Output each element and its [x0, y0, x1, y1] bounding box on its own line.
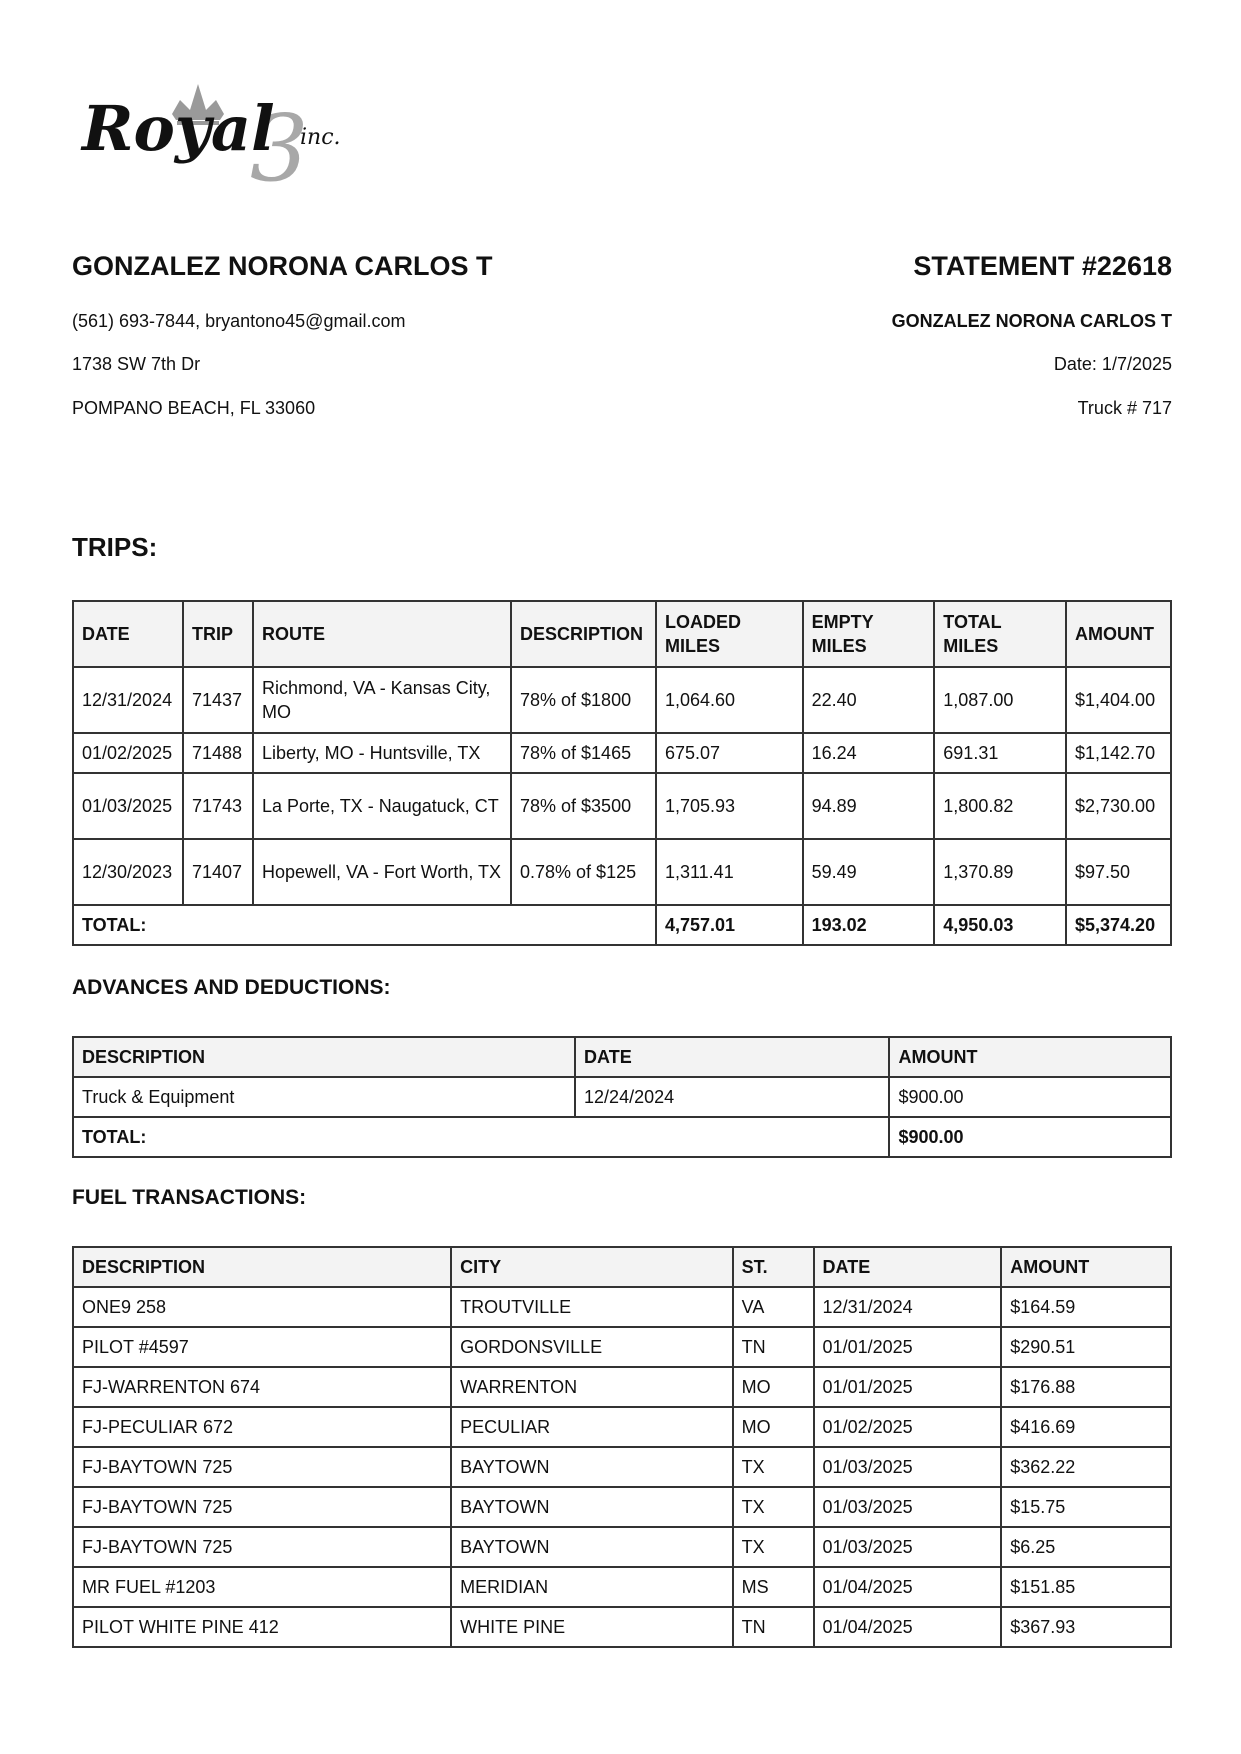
trips-title: TRIPS:	[72, 532, 158, 562]
table-row	[73, 1077, 1171, 1117]
trip-loaded-miles: 1,064.60	[656, 667, 803, 733]
trip-number: 71407	[183, 839, 253, 905]
table-row	[73, 1487, 1171, 1527]
trip-total-miles: 1,370.89	[934, 839, 1066, 905]
table-row	[73, 1567, 1171, 1607]
trip-amount: $1,404.00	[1066, 667, 1171, 733]
fuel-description: MR FUEL #1203	[73, 1567, 451, 1607]
driver-name: GONZALEZ NORONA CARLOS T	[72, 251, 493, 281]
trips-col-trip: TRIP	[183, 601, 253, 667]
fuel-city: MERIDIAN	[451, 1567, 733, 1607]
fuel-date: 01/03/2025	[814, 1487, 1002, 1527]
statement-date: Date: 1/7/2025	[1053, 354, 1172, 374]
trip-date: 12/30/2023	[73, 839, 183, 905]
trip-empty-miles: 59.49	[803, 839, 935, 905]
trip-date: 01/03/2025	[73, 773, 183, 839]
advances-header-row	[73, 1037, 1171, 1077]
fuel-city: BAYTOWN	[451, 1487, 733, 1527]
truck-number: Truck # 717	[1077, 398, 1172, 418]
trip-amount: $97.50	[1066, 839, 1171, 905]
advances-total-row	[73, 1117, 1171, 1157]
fuel-col-state: ST.	[733, 1247, 814, 1287]
fuel-date: 01/01/2025	[814, 1327, 1002, 1367]
logo-wordmark: Royal	[82, 92, 275, 165]
fuel-date: 01/04/2025	[814, 1567, 1002, 1607]
trip-total-miles: 1,800.82	[934, 773, 1066, 839]
trip-description: 78% of $1465	[511, 733, 656, 773]
driver-street: 1738 SW 7th Dr	[72, 354, 201, 374]
driver-block	[72, 250, 493, 418]
trip-empty-miles: 22.40	[803, 667, 935, 733]
advances-col-date: DATE	[575, 1037, 889, 1077]
fuel-title: FUEL TRANSACTIONS:	[72, 1186, 307, 1209]
advances-total-amount: $900.00	[889, 1117, 1171, 1157]
trip-route: Richmond, VA - Kansas City, MO	[253, 667, 511, 733]
fuel-state: MS	[733, 1567, 814, 1607]
statement-name: GONZALEZ NORONA CARLOS T	[891, 311, 1172, 331]
fuel-state: TX	[733, 1527, 814, 1567]
fuel-date: 01/02/2025	[814, 1407, 1002, 1447]
fuel-amount: $151.85	[1001, 1567, 1171, 1607]
fuel-description: PILOT #4597	[73, 1327, 451, 1367]
table-row	[73, 667, 1171, 733]
trip-description: 78% of $1800	[511, 667, 656, 733]
fuel-col-description: DESCRIPTION	[73, 1247, 451, 1287]
trip-total-miles: 1,087.00	[934, 667, 1066, 733]
trips-total-amount: $5,374.20	[1066, 905, 1171, 945]
fuel-date: 01/03/2025	[814, 1447, 1002, 1487]
trip-description: 78% of $3500	[511, 773, 656, 839]
table-row	[73, 1367, 1171, 1407]
fuel-header-row	[73, 1247, 1171, 1287]
fuel-amount: $164.59	[1001, 1287, 1171, 1327]
table-row	[73, 1527, 1171, 1567]
fuel-city: BAYTOWN	[451, 1447, 733, 1487]
trip-number: 71743	[183, 773, 253, 839]
trips-total-label: TOTAL:	[73, 905, 656, 945]
trip-date: 01/02/2025	[73, 733, 183, 773]
fuel-state: TN	[733, 1607, 814, 1647]
fuel-date: 01/01/2025	[814, 1367, 1002, 1407]
trips-total-miles: 4,950.03	[934, 905, 1066, 945]
driver-contact: (561) 693-7844, bryantono45@gmail.com	[72, 311, 406, 331]
fuel-amount: $367.93	[1001, 1607, 1171, 1647]
trip-amount: $1,142.70	[1066, 733, 1171, 773]
logo-numeral: 3	[250, 95, 309, 193]
trip-loaded-miles: 1,705.93	[656, 773, 803, 839]
trips-col-route: ROUTE	[253, 601, 511, 667]
trip-total-miles: 691.31	[934, 733, 1066, 773]
table-row	[73, 733, 1171, 773]
table-row	[73, 1407, 1171, 1447]
fuel-state: VA	[733, 1287, 814, 1327]
fuel-description: FJ-BAYTOWN 725	[73, 1487, 451, 1527]
trips-total-loaded: 4,757.01	[656, 905, 803, 945]
statement-block	[891, 250, 1172, 418]
fuel-state: TN	[733, 1327, 814, 1367]
table-row	[73, 1607, 1171, 1647]
fuel-city: WARRENTON	[451, 1367, 733, 1407]
table-row	[73, 1447, 1171, 1487]
fuel-amount: $15.75	[1001, 1487, 1171, 1527]
fuel-col-date: DATE	[814, 1247, 1002, 1287]
trip-number: 71488	[183, 733, 253, 773]
advance-description: Truck & Equipment	[73, 1077, 575, 1117]
fuel-table	[72, 1246, 1172, 1648]
table-row	[73, 839, 1171, 905]
fuel-state: MO	[733, 1367, 814, 1407]
fuel-description: PILOT WHITE PINE 412	[73, 1607, 451, 1647]
trips-total-empty: 193.02	[803, 905, 935, 945]
fuel-city: WHITE PINE	[451, 1607, 733, 1647]
trip-route: Hopewell, VA - Fort Worth, TX	[253, 839, 511, 905]
trips-table	[72, 600, 1172, 946]
trips-col-date: DATE	[73, 601, 183, 667]
advance-amount: $900.00	[889, 1077, 1171, 1117]
fuel-date: 01/03/2025	[814, 1527, 1002, 1567]
driver-city: POMPANO BEACH, FL 33060	[72, 398, 316, 418]
trip-description: 0.78% of $125	[511, 839, 656, 905]
fuel-amount: $176.88	[1001, 1367, 1171, 1407]
fuel-description: FJ-WARRENTON 674	[73, 1367, 451, 1407]
trips-col-amount: AMOUNT	[1066, 601, 1171, 667]
fuel-amount: $290.51	[1001, 1327, 1171, 1367]
trips-col-total: TOTAL MILES	[934, 601, 1066, 667]
fuel-col-city: CITY	[451, 1247, 733, 1287]
fuel-description: FJ-BAYTOWN 725	[73, 1447, 451, 1487]
trips-total-row	[73, 905, 1171, 945]
advances-table	[72, 1036, 1172, 1158]
fuel-description: FJ-PECULIAR 672	[73, 1407, 451, 1447]
trips-col-loaded: LOADED MILES	[656, 601, 803, 667]
trip-empty-miles: 94.89	[803, 773, 935, 839]
advance-date: 12/24/2024	[575, 1077, 889, 1117]
fuel-city: PECULIAR	[451, 1407, 733, 1447]
trip-date: 12/31/2024	[73, 667, 183, 733]
fuel-state: TX	[733, 1447, 814, 1487]
table-row	[73, 1327, 1171, 1367]
trips-col-empty: EMPTY MILES	[803, 601, 935, 667]
fuel-state: TX	[733, 1487, 814, 1527]
trip-route: La Porte, TX - Naugatuck, CT	[253, 773, 511, 839]
fuel-city: GORDONSVILLE	[451, 1327, 733, 1367]
fuel-date: 12/31/2024	[814, 1287, 1002, 1327]
trip-amount: $2,730.00	[1066, 773, 1171, 839]
trips-col-description: DESCRIPTION	[511, 601, 656, 667]
trip-route: Liberty, MO - Huntsville, TX	[253, 733, 511, 773]
advances-total-label: TOTAL:	[73, 1117, 889, 1157]
trip-loaded-miles: 675.07	[656, 733, 803, 773]
royal3-logo-graphic	[80, 78, 390, 193]
advances-col-description: DESCRIPTION	[73, 1037, 575, 1077]
table-row	[73, 773, 1171, 839]
fuel-amount: $416.69	[1001, 1407, 1171, 1447]
fuel-amount: $6.25	[1001, 1527, 1171, 1567]
fuel-city: TROUTVILLE	[451, 1287, 733, 1327]
fuel-date: 01/04/2025	[814, 1607, 1002, 1647]
table-row	[73, 1287, 1171, 1327]
trips-header-row	[73, 601, 1171, 667]
logo-suffix: inc.	[300, 125, 341, 150]
fuel-col-amount: AMOUNT	[1001, 1247, 1171, 1287]
fuel-description: ONE9 258	[73, 1287, 451, 1327]
fuel-amount: $362.22	[1001, 1447, 1171, 1487]
trip-number: 71437	[183, 667, 253, 733]
fuel-state: MO	[733, 1407, 814, 1447]
fuel-city: BAYTOWN	[451, 1527, 733, 1567]
statement-number: STATEMENT #22618	[913, 251, 1172, 281]
trip-loaded-miles: 1,311.41	[656, 839, 803, 905]
advances-col-amount: AMOUNT	[889, 1037, 1171, 1077]
trip-empty-miles: 16.24	[803, 733, 935, 773]
fuel-description: FJ-BAYTOWN 725	[73, 1527, 451, 1567]
advances-title: ADVANCES AND DEDUCTIONS:	[72, 976, 391, 999]
statement-header	[72, 250, 1172, 430]
company-logo	[80, 78, 390, 193]
